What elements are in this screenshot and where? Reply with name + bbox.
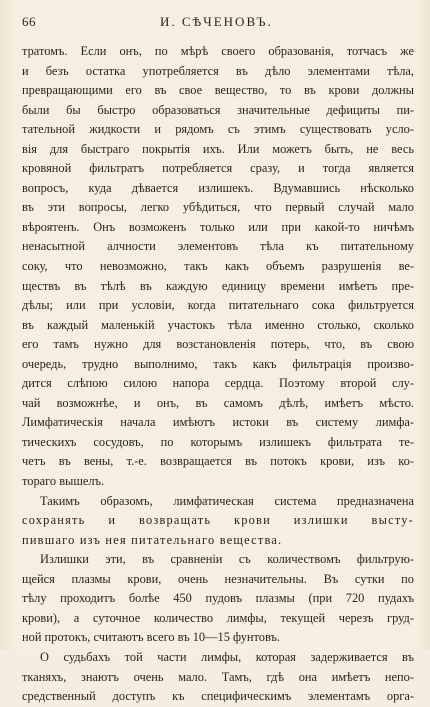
page-header [0, 14, 430, 34]
text-line: средственный доступъ къ специфическимъ элементамъ орга- [22, 689, 414, 704]
text-line: очередь, трудно выполнимо, такъ какъ фильтрація произво- [22, 356, 414, 371]
running-title: И. СѢЧЕНОВЪ. [160, 14, 273, 29]
text-line: дится слѣпою силою напора сердца. Поэтому второй слу- [22, 376, 414, 391]
text-line: вѣроятенъ. Онъ возможенъ только или при какой-то ничѣмъ [22, 219, 414, 234]
text-line: тораго вышелъ. [22, 474, 105, 489]
text-line: пившаго изъ нея питательнаго вещества. [22, 532, 283, 547]
text-line: были бы быстро образоваться значительные дефициты пи- [22, 102, 414, 117]
text-line: крови), а суточное количество лимфы, текущей черезъ груд- [22, 610, 414, 625]
text-line: Такимъ образомъ, лимфатическая система предназначена [40, 493, 414, 508]
text-line: Лимфатическія начала имѣютъ истоки въ систему лимфа- [22, 415, 414, 430]
text-line: дѣлы; или при условіи, когда питательнаго сока фильтруется [22, 298, 414, 313]
page-number: 66 [22, 14, 36, 29]
text-line: его тамъ нужно для возстановленія потерь, что, въ свою [22, 337, 414, 352]
body-text [22, 42, 414, 707]
text-line: чай возможнѣе, и онъ, въ самомъ дѣлѣ, имѣетъ мѣсто. [22, 395, 414, 410]
text-line: щейся плазмы крови, очень незначительны. Въ сутки по [22, 571, 414, 586]
text-line: вопросъ, куда дѣвается излишекъ. Вдумавшись нѣсколько [22, 180, 414, 195]
text-line: тательной жидкости и рядомъ съ этимъ существовать усло- [22, 122, 414, 137]
text-line: четъ въ вены, т.-е. возвращается въ потокъ крови, изъ ко- [22, 454, 414, 469]
text-line: тическихъ сосудовъ, по которымъ излишекъ фильтрата те- [22, 434, 414, 449]
text-line: кровяной фильтратъ потребляется сразу, и тогда является [22, 161, 414, 176]
text-line: тратомъ. Если онъ, по мѣрѣ своего образованія, тотчасъ же [22, 44, 414, 58]
text-line: въ каждый маленькій участокъ тѣла именно столько, сколько [22, 317, 414, 332]
text-line: О судьбахъ той части лимфы, которая задерживается въ [40, 649, 414, 664]
text-line: Излишки эти, въ сравненіи съ количествомъ фильтрую- [40, 552, 414, 567]
text-line: тѣлу проходитъ болѣе 450 пудовъ плазмы (при 720 пудахъ [22, 591, 414, 606]
text-line: и безъ остатка употребляется въ дѣло элементами тѣла, [22, 63, 414, 78]
text-line: ществъ въ тѣлѣ въ каждую единицу времени имѣетъ пре- [22, 278, 414, 293]
text-line: сохранять и возвращать крови излишки высту- [22, 513, 414, 528]
faint-library-stamp [280, 628, 370, 638]
text-line: соку, что невозможно, такъ какъ объемъ разрушенія ве- [22, 259, 414, 274]
text-line: ной протокъ, считаютъ всего въ 10—15 фунтовъ. [22, 630, 281, 645]
text-line: ненасытной алчности элементовъ тѣла къ питательному [22, 239, 414, 254]
text-line: тканяхъ, знаютъ очень мало. Тамъ, гдѣ она имѣетъ непо- [22, 669, 414, 684]
text-line: превращающими его въ свое вещество, то въ крови должны [22, 83, 414, 98]
text-line: въ эти вопросы, легко убѣдиться, что первый случай мало [22, 200, 414, 215]
text-line: вія для быстраго покрытія ихъ. Или можетъ быть, не весь [22, 141, 414, 156]
